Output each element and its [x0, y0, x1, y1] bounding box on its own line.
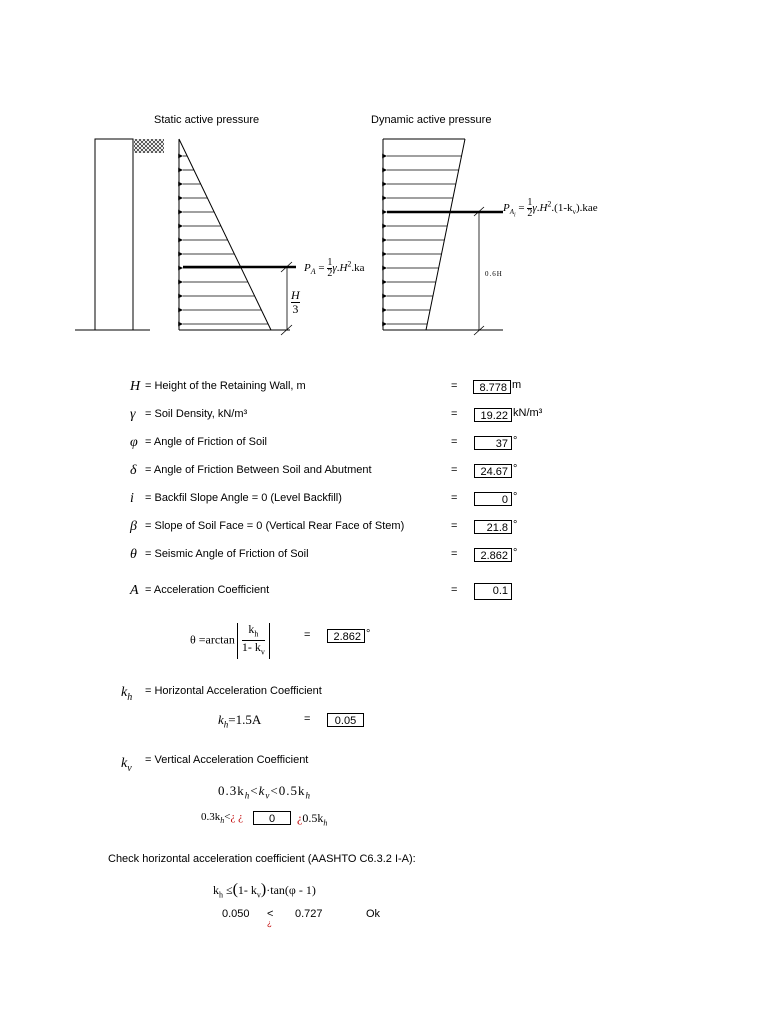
- check-rhs: 0.727: [295, 908, 323, 920]
- param-symbol: H: [130, 379, 141, 394]
- param-value-field[interactable]: 0: [474, 492, 512, 506]
- param-equals: =: [451, 548, 458, 560]
- param-equals: =: [451, 520, 458, 532]
- kv-inequality-upper: ¿$0.5k_h$: [297, 811, 328, 828]
- retaining-wall: [75, 139, 150, 330]
- param-symbol: φ: [130, 435, 138, 450]
- kv-symbol: $k_v$: [121, 756, 132, 774]
- theta-equals: =: [304, 629, 311, 641]
- kh-symbol: $k_h$: [121, 685, 133, 703]
- param-label: = Backfil Slope Angle = 0 (Level Backfill): [145, 492, 342, 504]
- kv-value-field[interactable]: 0: [253, 811, 291, 825]
- theta-formula: θ =arctan $\frac{k_h}{1- k_v}$: [190, 623, 270, 659]
- param-symbol: i: [130, 491, 134, 506]
- param-label: = Acceleration Coefficient: [145, 584, 270, 596]
- kv-inequality-row: $0.3k_h<¿$ ¿: [201, 811, 243, 826]
- param-value-field[interactable]: 19.22: [474, 408, 512, 422]
- param-unit: °: [513, 435, 518, 447]
- param-symbol: δ: [130, 463, 137, 478]
- check-operator: <: [267, 908, 274, 920]
- dynamic-height-label: 0.6H: [485, 270, 503, 278]
- kh-formula: $k_h=1.5A$: [218, 712, 262, 730]
- kh-value-field[interactable]: 0.05: [327, 713, 364, 727]
- param-unit: kN/m³: [513, 407, 543, 419]
- param-unit: m: [512, 379, 522, 391]
- param-symbol: θ: [130, 547, 137, 562]
- param-label: = Angle of Friction Between Soil and Abutment: [145, 464, 372, 476]
- param-label: = Height of the Retaining Wall, m: [145, 380, 306, 392]
- param-equals: =: [451, 464, 458, 476]
- param-unit: °: [513, 519, 518, 531]
- param-label: = Seismic Angle of Friction of Soil: [145, 548, 309, 560]
- param-symbol: β: [130, 519, 137, 534]
- static-pressure-title: Static active pressure: [154, 114, 260, 126]
- dynamic-pressure-title: Dynamic active pressure: [371, 114, 492, 126]
- backfill-hatch: [134, 139, 164, 153]
- param-equals: =: [451, 436, 458, 448]
- param-value-field[interactable]: 37: [474, 436, 512, 450]
- param-label: = Soil Density, kN/m³: [145, 408, 248, 420]
- dynamic-force-formula: $P_{A_i}$ = $\frac{1}{2}$ $\gamma.H^2.(1-k_v).kae$: [503, 197, 598, 219]
- theta-value-field[interactable]: 2.862: [327, 629, 365, 643]
- param-value-field[interactable]: 24.67: [474, 464, 512, 478]
- param-symbol: A: [130, 583, 139, 598]
- check-operator-marker: ¿: [267, 919, 272, 928]
- static-pressure-triangle: [179, 139, 290, 330]
- kh-label: = Horizontal Acceleration Coefficient: [145, 685, 322, 697]
- param-unit: °: [513, 463, 518, 475]
- param-symbol: γ: [130, 407, 136, 422]
- dynamic-pressure-arrows: [387, 156, 462, 324]
- static-pressure-arrows: [183, 156, 268, 324]
- param-value-field[interactable]: 21.8: [474, 520, 512, 534]
- check-lhs: 0.050: [222, 908, 250, 920]
- param-value-field[interactable]: 8.778: [473, 380, 511, 394]
- check-result: Ok: [366, 908, 381, 920]
- static-force-formula: $P_A$ = $\frac{1}{2}$ $\gamma.H^2.ka$: [304, 257, 365, 279]
- kv-inequality: $0.3k_h<k_v<0.5k_h$: [218, 783, 311, 801]
- check-formula: $k_h \le(1-$ $k_v)\cdot\tan(\varphi - 1)$: [213, 881, 316, 900]
- static-height-label: H 3: [291, 288, 300, 316]
- pressure-diagrams: [0, 0, 768, 360]
- param-label: = Angle of Friction of Soil: [145, 436, 267, 448]
- param-equals: =: [451, 380, 458, 392]
- param-label: = Slope of Soil Face = 0 (Vertical Rear Face of Stem): [145, 520, 405, 532]
- param-equals: =: [451, 584, 458, 596]
- kh-equals: =: [304, 713, 311, 725]
- check-title: Check horizontal acceleration coefficient (AASHTO C6.3.2 I-A):: [108, 853, 416, 865]
- param-unit: °: [513, 547, 518, 559]
- param-value-field[interactable]: 2.862: [474, 548, 512, 562]
- theta-unit: °: [366, 628, 371, 640]
- param-value-field[interactable]: 0.1: [474, 583, 512, 600]
- kv-label: = Vertical Acceleration Coefficient: [145, 754, 309, 766]
- param-unit: °: [513, 491, 518, 503]
- param-equals: =: [451, 492, 458, 504]
- param-equals: =: [451, 408, 458, 420]
- dynamic-pressure-trapezoid: [383, 139, 503, 330]
